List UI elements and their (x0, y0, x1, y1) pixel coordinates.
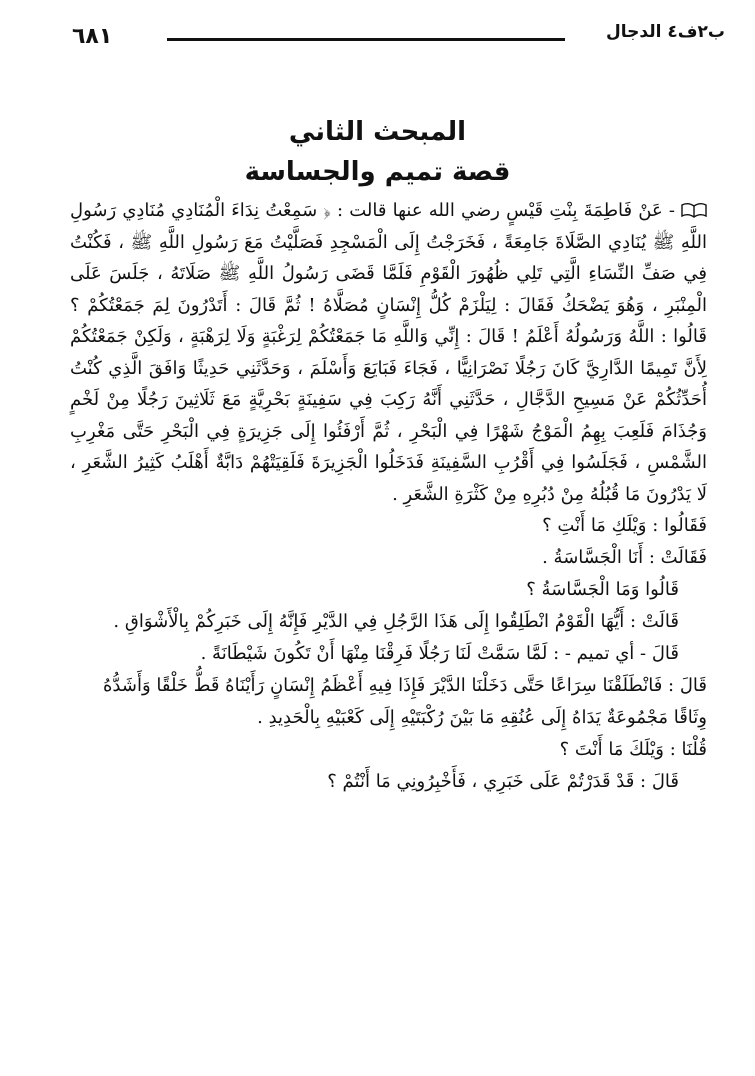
page-number: ٦٨١ (72, 24, 113, 49)
hadith-paragraph (70, 195, 707, 510)
open-book-icon (681, 202, 707, 218)
section-title: المبحث الثاني (288, 117, 467, 147)
chapter-reference: ب٢ف٤ الدجال (606, 22, 725, 42)
section-subtitle: قصة تميم والجساسة (244, 157, 511, 187)
dialogue-line: فَقَالُوا : وَيْلَكِ مَا أَنْتِ ؟ (542, 515, 707, 536)
page-header (72, 18, 725, 58)
header-rule (167, 38, 565, 41)
dialogue-line: قَالَتْ : أَيُّهَا الْقَوْمُ انْطَلِقُوا إِلَى هَذَا الرَّجُلِ فِي الدَّيْرِ فَإِنَّهُ إِلَى خَبَرِكُمْ بِالْأَشْوَاقِ . (113, 611, 679, 632)
dialogue-line: قَالَ : قَدْ قَدَرْتُمْ عَلَى خَبَرِي ، فَأَخْبِرُونِي مَا أَنْتُمْ ؟ (327, 771, 679, 792)
dialogue-line: قَالُوا وَمَا الْجَسَّاسَةُ ؟ (526, 579, 679, 600)
dialogue-line: فَقَالَتْ : أَنَا الْجَسَّاسَةُ . (542, 547, 707, 568)
dialogue-line: قُلْنَا : وَيْلَكَ مَا أَنْتَ ؟ (559, 739, 707, 760)
dialogue-line: قَالَ : فَانْطَلَقْنَا سِرَاعًا حَتَّى دَخَلْنَا الدَّيْرَ فَإِذَا فِيهِ أَعْظَمُ إِنْسَانٍ رَأَيْنَاهُ قَطُّ خَلْقًا وَأَشَدُّهُ وِثَاقًا مَجْمُوعَةٌ يَدَاهُ إِلَى عُنُقِهِ مَا بَيْنَ رُكْبَتَيْهِ إِلَى كَعْبَيْهِ بِالْحَدِيدِ . (103, 675, 707, 728)
dialogue-line: قَالَ - أي تميم - : لَمَّا سَمَّتْ لَنَا رَجُلًا فَرِقْنَا مِنْهَا أَنْ تَكُونَ شَيْطَانَةً . (200, 643, 679, 664)
body-text (70, 195, 707, 798)
section-titles (0, 112, 755, 192)
hadith-text: - عَنْ فَاطِمَةَ بِنْتِ قَيْسٍ رضي الله عنها قالت : ﴿ سَمِعْتُ نِدَاءَ الْمُنَادِي مُنَادِي رَسُولِ اللَّهِ ﷺ يُنَادِي الصَّلَاةَ جَامِعَةً ، فَخَرَجْتُ إِلَى الْمَسْجِدِ فَصَلَّيْتُ مَعَ رَسُولِ اللَّهِ ﷺ ، فَكُنْتُ فِي صَفِّ النِّسَاءِ الَّتِي تَلِي ظُهُورَ الْقَوْمِ فَلَمَّا قَضَى رَسُولُ اللَّهِ ﷺ صَلَاتَهُ ، جَلَسَ عَلَى الْمِنْبَرِ ، وَهُوَ يَضْحَكُ فَقَالَ : لِيَلْزَمْ كُلُّ إِنْسَانٍ مُصَلَّاهُ ! ثُمَّ قَالَ : أَتَدْرُونَ لِمَ جَمَعْتُكُمْ ؟ قَالُوا : اللَّهُ وَرَسُولُهُ أَعْلَمُ ! قَالَ : إِنِّي وَاللَّهِ مَا جَمَعْتُكُمْ لِرَغْبَةٍ وَلَا لِرَهْبَةٍ ، وَلَكِنْ جَمَعْتُكُمْ لِأَنَّ تَمِيمًا الدَّارِيَّ كَانَ رَجُلًا نَصْرَانِيًّا ، فَجَاءَ فَبَايَعَ وَأَسْلَمَ ، وَحَدَّثَنِي حَدِيثًا وَافَقَ الَّذِي كُنْتُ أُحَدِّثُكُمْ عَنْ مَسِيحِ الدَّجَّالِ ، حَدَّثَنِي أَنَّهُ رَكِبَ فِي سَفِينَةٍ بَحْرِيَّةٍ مَعَ ثَلَاثِينَ رَجُلًا مِنْ لَخْمٍ وَجُذَامَ فَلَعِبَ بِهِمُ الْمَوْجُ شَهْرًا فِي الْبَحْرِ ، ثُمَّ أَرْفَئُوا إِلَى جَزِيرَةٍ فِي الْبَحْرِ حَتَّى مَغْرِبِ الشَّمْسِ ، فَجَلَسُوا فِي أَقْرُبِ السَّفِينَةِ فَدَخَلُوا الْجَزِيرَةَ فَلَقِيَتْهُمْ دَابَّةٌ أَهْلَبُ كَثِيرُ الشَّعَرِ ، لَا يَدْرُونَ مَا قُبُلُهُ مِنْ دُبُرِهِ مِنْ كَثْرَةِ الشَّعَرِ . (70, 200, 707, 505)
